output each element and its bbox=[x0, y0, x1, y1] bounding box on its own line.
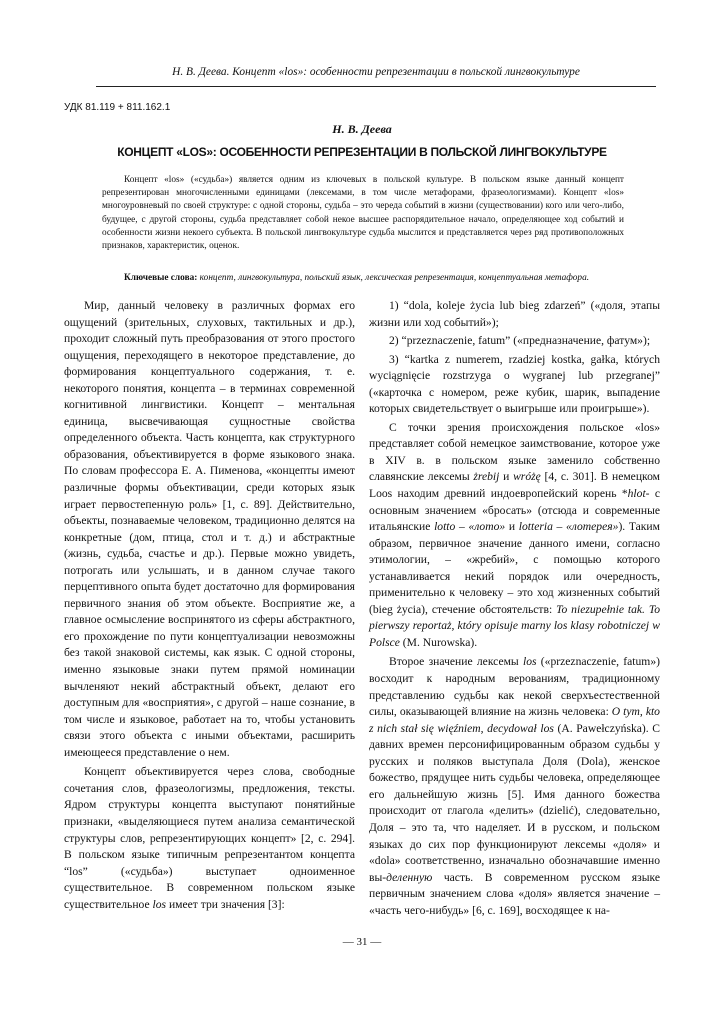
text-run: и bbox=[505, 520, 519, 534]
text-run: С точки зрения происхождения польское «los» представляет собой немецкое заимствование, которое уже в XIV в. в польском языке заменило собственно славянские лексемы bbox=[369, 420, 660, 484]
term: hlot- bbox=[627, 487, 650, 501]
text-run: Второе значение лексемы bbox=[389, 655, 523, 669]
running-header: Н. В. Деева. Концепт «los»: особенности репрезентации в польской лингвокультуре bbox=[96, 66, 656, 87]
abstract-text: Концепт «los» («судьба») является одним из ключевых в польской культуре. В польском языке данный концепт репрезентирован многочисленными единицами (лексемами, в том числе метафорами, фразеологизмами). Концепт «los» многоуровневый по своей структуре: с одной стороны, судьба – это череда событий в жизни (существовании) кого или чего-либо, будущее, с другой стороны, судьба представляет собой некое высшее распорядительное начало, определяющее ход событий и особенности жизни некоего субъекта. В польской лингвокультуре судьба мыслится и представляется через ряд противоположных признаков, характеристик, оценок. bbox=[102, 175, 624, 252]
paragraph bbox=[64, 764, 355, 913]
term: wróżę bbox=[513, 470, 541, 484]
text-run: (A. Pawełczyńska). С давних времен персонифицированным образом судьбы у русских и поляков выступала Доля (Dola), женское божество, прядущее нить судьбы человека, определяющее его дальнейшую жизнь [5]. Имя данного божества происходит от глагола «делить» (dzielić), следовательно, Доля – это та, что наделяет. И в русском, и польском языках до сих пор функционируют лексемы «доля» и «dola» соответственно, изначально обозначавшие именно вы- bbox=[369, 721, 660, 884]
text-run: и bbox=[499, 470, 514, 484]
right-column bbox=[369, 298, 660, 922]
abstract bbox=[102, 174, 624, 253]
text-run: имеет три значения [3]: bbox=[166, 897, 285, 911]
term-los: los bbox=[152, 897, 167, 911]
text-run: с основным значением «бросать» (отсюда и современные итальянские bbox=[369, 487, 661, 534]
article-title: КОНЦЕПТ «LOS»: ОСОБЕННОСТИ РЕПРЕЗЕНТАЦИИ В ПОЛЬСКОЙ ЛИНГВОКУЛЬТУРЕ bbox=[117, 145, 607, 159]
left-column bbox=[64, 298, 355, 916]
term: żrebij bbox=[473, 470, 500, 484]
paragraph bbox=[369, 420, 660, 652]
text-run: («przeznaczenie, fatum») восходит к народным верованиям, традиционному представлению судьбы как некой сверхъестественной силы, оказывающей влияние на жизнь человека: bbox=[369, 655, 660, 719]
term: lotto – «лото» bbox=[434, 520, 506, 534]
text-run: ). Таким образом, первичное значение данного имени, согласно этимологии, – «жребий», с помощью которого устанавливается некий порядок или очередность, применительно к человеку – это ход жизненных событий (bieg życia), стечение обстоятельств: bbox=[369, 520, 660, 616]
text-run: часть. В современном русском языке первичным значением слова «доля» является значение – «часть чего-нибудь» [6, с. 169], восходящее к на- bbox=[369, 870, 660, 917]
paragraph: Мир, данный человеку в различных формах его ощущений (зрительных, слуховых, тактильных и др.), проходит сложный путь преобразования от этого простого ощущения, переходящего в некоторое представление, до формирования концептуального содержания, т. е. некоторого понятия, концепта – в терминах современной когнитивной лингвистики. Концепт – ментальная единица, высвечивающая сущностные свойства определенного объекта. Часть концепта, как структурного образования, объективируется в форме языкового знака. По словам профессора Е. А. Пименова, «концепты имеют различные формы объективации, среди которых язык играет первостепенную роль» [1, с. 89]. Действительно, объекты, познаваемые человеком, традиционно делятся на конкретные (дом, птица, стол и т. д.) и абстрактные (жизнь, судьба, счастье и др.). Первые можно увидеть, потрогать или услышать, и в данном случае такого перцептивного опыта будет достаточно для формирования первичного знания об этом объекте. Восприятие же, а главное осмысление воспринятого из сферы абстрактного, его прохождение по пути концептуализации невозможны без такой знаковой системы, как язык. С одной стороны, именно языковые знаки путем прямой номинации вычленяют некий абстрактный объект, делают его доступным для «восприятия», с другой – наше сознание, в том числе и языковое, работает на то, чтобы установить связи этого объекта с иными объектами, расширить имеющееся представление о нем. bbox=[64, 299, 355, 759]
text-run: (M. Nurowska). bbox=[399, 635, 478, 649]
text-run: [4, с. 301]. В немецком Loos находим древний индоевропейский корень * bbox=[369, 470, 660, 501]
term-los: los bbox=[523, 655, 537, 669]
meaning-item-1: 1) “dola, koleje życia lub bieg zdarzeń” («доля, этапы жизни или ход событий»); bbox=[369, 299, 660, 329]
text-run: Концепт объективируется через слова, свободные сочетания слов, фразеологизмы, предложения, тексты. Ядром структуры концепта выступают понятийные признаки, «выделяющиеся путем анализа семантической структуры слов, репрезентирующих концепт» [2, с. 294]. В польском языке типичным репрезентантом концепта “los” («судьба») выступает одноименное существительное. В современном польском языке существительное bbox=[64, 765, 355, 911]
page-number: — 31 — bbox=[342, 936, 382, 948]
udk-code: УДК 81.119 + 811.162.1 bbox=[64, 102, 171, 113]
meaning-item-3: 3) “kartka z numerem, rzadziej kostka, gałka, których wyciągnięcie rozstrzyga o wygranej lub przegranej” («карточка с номером, реже кубик, шарик, выпадение которых свидетельствует о выигрыше или проигрыше»). bbox=[369, 352, 660, 416]
meaning-item-2: 2) “przeznaczenie, fatum” («предназначение, фатум»); bbox=[389, 334, 651, 348]
term: lotteria – «лотерея» bbox=[518, 520, 619, 534]
keywords-text: концепт, лингвокультура, польский язык, лексическая репрезентация, концептуальная метафора. bbox=[199, 273, 590, 283]
author-name: Н. В. Деева bbox=[332, 122, 392, 136]
example-quote: O tym, kto z nich stał się więźniem, decydował los bbox=[369, 705, 660, 735]
example-quote: To niezupełnie tak. To pierwszy reportaż, który opisuje marny los klasy robotniczej w Polsce bbox=[369, 602, 661, 649]
keywords-label: Ключевые слова: bbox=[124, 273, 198, 283]
paragraph bbox=[369, 654, 660, 919]
term: деленную bbox=[386, 870, 433, 884]
keywords bbox=[102, 272, 624, 285]
